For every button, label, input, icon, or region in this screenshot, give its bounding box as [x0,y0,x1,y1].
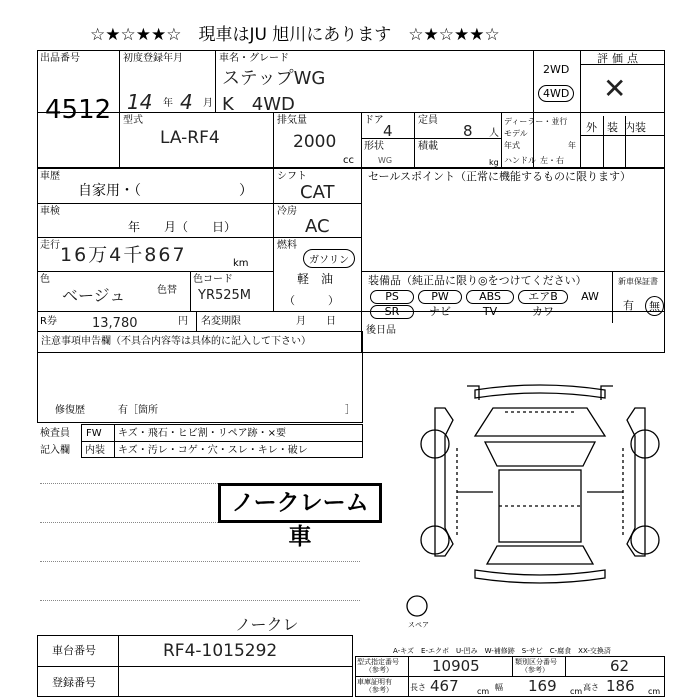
import-year-unit: 年 [568,141,576,150]
mileage-label: 走行 [40,240,60,251]
lot-label: 出品番号 [40,53,80,64]
history-value: 自家用・（ ） [78,183,253,199]
seats-label: 定員 [418,115,438,126]
repair-close: ］ [345,405,355,416]
cert-label: 車庫証明有 [357,678,392,686]
shift-label: シフト [277,171,307,182]
damage-legend: A-キズ E-エクボ U-凹み W-補修跡 S-サビ C-腐食 XX-交換済 [393,647,611,655]
drive-2wd: 2WD [543,63,570,76]
equip-abs: ABS [466,290,514,304]
class-sub: （参考） [521,666,549,674]
color-code-value: YR525M [198,288,252,303]
mileage-value: 16万4千867 [60,244,187,266]
inspector-label-2: 記入欄 [40,445,70,456]
model-label: 車名・グレード [219,53,289,64]
score-int: 装 [607,121,618,134]
reg-year-label: 初度登録年月 [123,53,183,64]
shape-label: 形状 [364,141,384,152]
recycle-label: R券 [40,316,57,327]
equip-aw: AW [581,290,599,303]
length-label: 長さ [410,683,426,692]
height-label: 高さ [583,683,599,692]
type-num-label: 型式指定番号 [357,658,399,666]
reg-number-label: 登録番号 [52,676,96,689]
equip-airbag: エアB [518,290,568,304]
shape-value: WG [378,156,393,165]
notes-frame [37,331,363,423]
type-num-value: 10905 [432,657,480,675]
cargo-unit: kg [489,158,499,167]
warranty-label: 新車保証書 [618,277,658,286]
type-num-sub: （参考） [365,666,393,674]
displacement-label: 排気量 [277,115,307,126]
seats-value: 8 [463,122,473,140]
reg-month-value: 4 [180,90,193,114]
drive-4wd: 4WD [538,85,574,102]
cert-sub: （参考） [365,686,393,694]
inspector-int-text: キズ・汚レ・コゲ・穴・スレ・キレ・破レ [118,445,308,456]
history-label: 車歴 [40,171,60,182]
chassis-value: RF4-1015292 [163,641,278,661]
cargo-label: 積載 [418,141,438,152]
class-value: 62 [610,657,630,675]
header-banner: ☆★☆★★☆ 現車はJU 旭川にあります ☆★☆★★☆ [90,25,500,45]
displacement-unit: cc [343,155,354,166]
chassis-label: 車台番号 [52,644,96,657]
color-label: 色 [40,274,50,285]
reg-year-value: 14 [127,90,153,114]
inspector-fw: FW [86,428,102,439]
sales-point-label: セールスポイント（正常に機能するものに限ります） [368,170,632,183]
equip-pw: PW [418,290,462,304]
lot-number: 4512 [45,95,112,125]
mileage-unit: km [233,258,249,269]
score-value: ✕ [603,72,627,105]
ac-label: 冷房 [277,206,297,217]
inspector-fw-text: キズ・飛石・ヒビ割・リペア跡・×要 [118,428,286,439]
fuel-light: 軽 油 [297,272,334,286]
after-date-label: 後日品 [366,325,396,336]
inspector-int: 内装 [85,445,105,456]
fuel-label: 燃料 [277,240,297,251]
import-year-label: 年式 [504,141,520,150]
ac-value: AC [305,216,330,237]
reg-year-unit: 年 [163,98,173,109]
seats-unit: 人 [489,128,499,139]
equip-navi: ナビ [429,305,451,318]
height-unit: cm [648,687,661,696]
warranty-no: 無 [645,296,664,316]
name-change-value: 月 日 [296,316,336,327]
score-int-label: 内装 [624,121,646,134]
color-changed-label: 色替 [157,285,177,296]
width-unit: cm [570,687,583,696]
displacement-value: 2000 [293,132,337,152]
height-value: 186 [606,677,635,695]
hand-note: ノークレ [235,615,299,634]
equip-tv: TV [482,305,498,318]
inspection-value: 年 月（ 日） [128,220,237,234]
fuel-other: （ ） [284,294,339,307]
length-value: 467 [430,677,459,695]
shift-value: CAT [300,182,335,203]
spare-label: スペア [408,621,429,629]
type-value: LA-RF4 [160,128,220,148]
reg-month-unit: 月 [203,98,213,109]
width-value: 169 [528,677,557,695]
equip-sr: SR [370,305,414,319]
equipment-label: 装備品（純正品に限り◎をつけてください） [368,274,587,287]
handle-value: 左・右 [540,156,564,165]
recycle-value: 13,780 [92,316,138,331]
inspection-label: 車検 [40,206,60,217]
color-value: ベージュ [62,286,126,305]
no-claim-stamp: ノークレーム車 [218,483,382,523]
type-label: 型式 [123,115,143,126]
name-change-label: 名変期限 [201,316,241,327]
import-model-label: モデル [504,129,528,138]
doors-label: ドア [364,115,384,126]
class-label: 類別区分番号 [515,658,557,666]
car-diagram [405,378,675,618]
handle-label: ハンドル [504,156,536,165]
repair-value: 有［箇所 [118,405,158,416]
equip-leather: カワ [532,305,554,318]
doors-value: 4 [383,122,393,140]
notes-label: 注意事項申告欄（不具合内容等は具体的に記入して下さい） [41,336,311,347]
import-label: ディーラー・並行 [504,117,568,126]
score-ext: 外 [586,121,597,134]
repair-label: 修復歴 [55,405,85,416]
color-code-label: 色コード [193,274,233,285]
score-label: 評価点 [597,52,642,65]
width-label: 幅 [495,683,503,692]
inspector-label-1: 検査員 [40,428,70,439]
model-grade: K 4WD [222,94,295,115]
warranty-yes: 有 [623,299,634,312]
recycle-unit: 円 [178,316,188,327]
fuel-gas: ガソリン [303,249,355,268]
length-unit: cm [477,687,490,696]
equip-ps: PS [370,290,414,304]
model-name: ステップWG [222,68,326,89]
